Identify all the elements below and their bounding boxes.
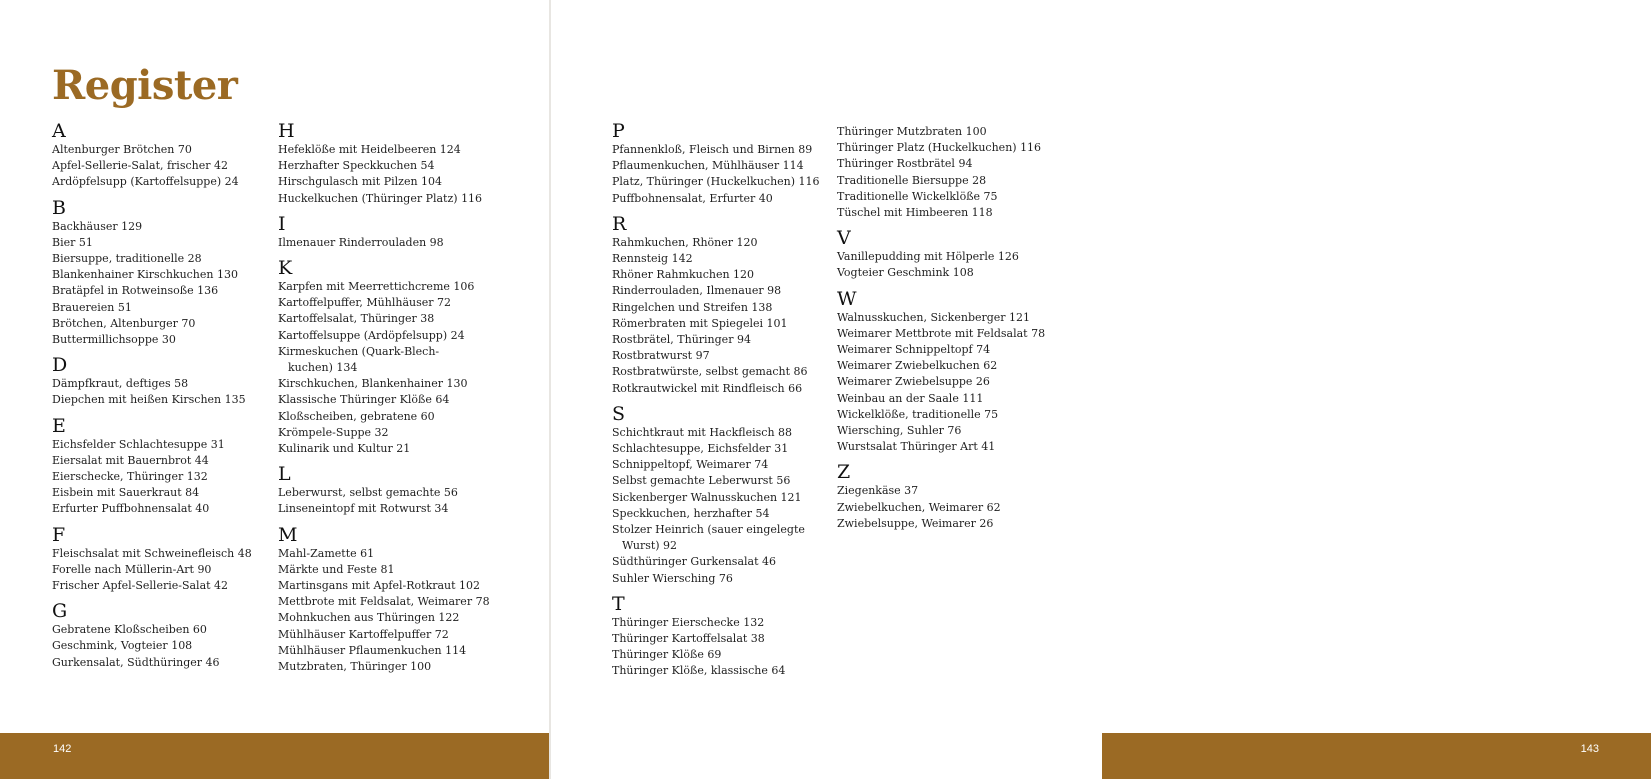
index-entry	[278, 501, 533, 517]
index-entry	[612, 267, 867, 283]
index-section-z	[837, 462, 1092, 532]
index-entry-text: kuchen) 134	[288, 361, 358, 375]
section-letter: D	[52, 354, 68, 377]
index-entry	[52, 437, 307, 453]
index-entry-text: Wurstsalat Thüringer Art 41	[837, 440, 996, 454]
index-entry	[52, 546, 307, 562]
index-column-4	[837, 124, 1092, 539]
index-entry-text: Geschmink, Vogteier 108	[52, 639, 193, 653]
index-entry	[52, 655, 307, 671]
index-section-b	[52, 198, 307, 349]
index-entry-text: Eiersalat mit Bauernbrot 44	[52, 453, 209, 467]
index-entry-text: Erfurter Puffbohnensalat 40	[52, 502, 210, 516]
index-entry	[278, 235, 533, 251]
index-entry-text: Weimarer Zwiebelsuppe 26	[837, 375, 990, 389]
index-entry-text: Platz, Thüringer (Huckelkuchen) 116	[612, 175, 820, 189]
index-entry	[612, 381, 867, 397]
index-entry	[837, 310, 1092, 326]
index-entry-text: Vogteier Geschmink 108	[837, 266, 974, 280]
index-entry-text: Schnippeltopf, Weimarer 74	[612, 458, 769, 472]
index-entry	[52, 158, 307, 174]
section-letter: A	[52, 120, 66, 142]
index-entry-text: Thüringer Eierschecke 132	[612, 615, 765, 629]
index-entry	[278, 174, 533, 190]
index-entry-text: Weinbau an der Saale 111	[837, 391, 984, 405]
index-section-w	[837, 289, 1092, 456]
index-entry	[52, 622, 307, 638]
index-entry-text: Linseneintopf mit Rotwurst 34	[278, 502, 449, 516]
index-entry-text: Thüringer Kartoffelsalat 38	[612, 632, 765, 646]
index-entry-text: Schlachtesuppe, Eichsfelder 31	[612, 442, 789, 456]
index-entry-text: Märkte und Feste 81	[278, 562, 395, 576]
index-entry-text: Krömpele-Suppe 32	[278, 425, 389, 439]
index-entry	[52, 235, 307, 251]
page-number-right: 143	[1580, 743, 1599, 755]
index-entry	[612, 615, 867, 631]
index-entry	[837, 439, 1092, 455]
index-section-m	[278, 525, 533, 676]
section-letter: W	[837, 287, 857, 310]
index-entry-text: Zwiebelkuchen, Weimarer 62	[837, 500, 1001, 514]
index-entry-text: Pfannenkloß, Fleisch und Birnen 89	[612, 143, 813, 156]
page-title: Register	[52, 62, 238, 109]
index-entry-text: Karpfen mit Meerrettichcreme 106	[278, 280, 475, 294]
index-entry-text: Mettbrote mit Feldsalat, Weimarer 78	[278, 595, 490, 609]
index-column-2	[278, 121, 533, 682]
index-entry-text: Wurst) 92	[622, 539, 678, 553]
index-entry	[278, 376, 533, 392]
index-entry	[612, 191, 867, 207]
index-entry	[52, 562, 307, 578]
index-entry	[837, 140, 1092, 156]
index-entry-text: Fleischsalat mit Schweinefleisch 48	[52, 546, 252, 560]
index-entry	[612, 663, 867, 679]
index-entry	[837, 516, 1092, 532]
index-entry	[278, 328, 533, 344]
index-entry	[837, 173, 1092, 189]
index-section-k	[278, 258, 533, 457]
index-section-g	[52, 601, 307, 671]
index-entry-text: Ilmenauer Rinderrouladen 98	[278, 235, 444, 249]
section-letter: E	[52, 414, 66, 437]
index-entry	[278, 562, 533, 578]
index-entry	[612, 283, 867, 299]
index-entry	[837, 265, 1092, 281]
index-entry-text: Pflaumenkuchen, Mühlhäuser 114	[612, 159, 804, 173]
index-entry-text: Eichsfelder Schlachtesuppe 31	[52, 437, 225, 451]
index-entry-text: Weimarer Mettbrote mit Feldsalat 78	[837, 326, 1046, 340]
index-entry-text: Puffbohnensalat, Erfurter 40	[612, 191, 773, 205]
index-entry-text: Rotkrautwickel mit Rindfleisch 66	[612, 381, 803, 395]
index-entry	[52, 376, 307, 392]
index-entry-text: Wiersching, Suhler 76	[837, 424, 962, 438]
index-entry-text: Mahl-Zamette 61	[278, 546, 375, 560]
index-entry-text: Weimarer Schnippeltopf 74	[837, 343, 991, 357]
index-entry-text: Brötchen, Altenburger 70	[52, 316, 196, 330]
index-column-1	[52, 121, 307, 678]
section-letter: S	[612, 402, 626, 425]
index-entry-text: Dämpfkraut, deftiges 58	[52, 377, 189, 391]
index-entry-text: Südthüringer Gurkensalat 46	[612, 555, 777, 569]
index-entry-text: Rhöner Rahmkuchen 120	[612, 268, 755, 282]
index-entry	[278, 191, 533, 207]
index-entry	[612, 506, 867, 522]
index-entry	[837, 156, 1092, 172]
index-entry-text: Mühlhäuser Pflaumenkuchen 114	[278, 643, 467, 657]
page-number-left: 142	[53, 743, 72, 755]
footer-bar-left	[0, 733, 549, 779]
index-entry-text: Suhler Wiersching 76	[612, 571, 733, 585]
index-entry-text: Ziegenkäse 37	[837, 484, 919, 498]
index-entry	[278, 485, 533, 501]
index-entry-text: Kartoffelsuppe (Ardöpfelsupp) 24	[278, 328, 465, 342]
index-section-f	[52, 525, 307, 595]
index-entry-text: Kloßscheiben, gebratene 60	[278, 409, 435, 423]
index-entry-text: Backhäuser 129	[52, 219, 143, 233]
left-page	[0, 0, 549, 779]
index-entry	[837, 124, 1092, 140]
index-entry-text: Diepchen mit heißen Kirschen 135	[52, 393, 246, 407]
index-entry-text: Rahmkuchen, Rhöner 120	[612, 235, 758, 249]
index-entry	[837, 205, 1092, 221]
index-entry	[612, 490, 867, 506]
index-entry	[278, 158, 533, 174]
index-entry-text: Bratäpfel in Rotweinsoße 136	[52, 284, 219, 298]
section-letter: B	[52, 196, 66, 219]
index-entry	[278, 295, 533, 311]
index-entry-text: Speckkuchen, herzhafter 54	[612, 506, 770, 520]
index-entry-text: Hefeklöße mit Heidelbeeren 124	[278, 143, 461, 156]
index-entry-text: Ardöpfelsupp (Kartoffelsuppe) 24	[52, 175, 239, 189]
index-section-v	[837, 228, 1092, 281]
index-entry-text: Traditionelle Biersuppe 28	[837, 173, 987, 187]
index-entry-text: Zwiebelsuppe, Weimarer 26	[837, 516, 994, 530]
section-letter: M	[278, 523, 298, 546]
index-entry	[278, 578, 533, 594]
index-entry-text: Kartoffelpuffer, Mühlhäuser 72	[278, 296, 451, 310]
index-entry-text: Sickenberger Walnusskuchen 121	[612, 490, 802, 504]
index-entry	[612, 647, 867, 663]
index-entry-text: Rostbratwürste, selbst gemacht 86	[612, 365, 808, 379]
index-entry	[612, 158, 867, 174]
index-entry-text: Eierschecke, Thüringer 132	[52, 470, 208, 484]
index-entry-text: Bier 51	[52, 235, 93, 249]
index-entry-text: Apfel-Sellerie-Salat, frischer 42	[52, 159, 228, 173]
index-entry	[52, 469, 307, 485]
index-entry	[52, 453, 307, 469]
index-section-l	[278, 464, 533, 517]
index-entry	[52, 638, 307, 654]
index-entry	[52, 392, 307, 408]
index-entry	[612, 571, 867, 587]
section-letter: I	[278, 212, 286, 235]
index-entry	[837, 249, 1092, 265]
index-entry-text: Ringelchen und Streifen 138	[612, 300, 773, 314]
section-letter: G	[52, 600, 68, 623]
index-entry-text: Rinderrouladen, Ilmenauer 98	[612, 284, 782, 298]
index-entry	[837, 391, 1092, 407]
index-entry-text: Rostbratwurst 97	[612, 349, 710, 363]
index-entry	[612, 441, 867, 457]
section-letter: H	[278, 120, 295, 142]
index-entry-text: Thüringer Rostbrätel 94	[837, 157, 973, 171]
section-letter: T	[612, 592, 625, 615]
index-entry	[612, 332, 867, 348]
index-entry-text: Stolzer Heinrich (sauer eingelegte	[612, 523, 805, 537]
index-entry-text: Wickelklöße, traditionelle 75	[837, 407, 999, 421]
index-entry-text: Leberwurst, selbst gemachte 56	[278, 486, 458, 500]
index-entry-text: Forelle nach Müllerin-Art 90	[52, 562, 212, 576]
index-entry	[837, 500, 1092, 516]
index-entry	[612, 457, 867, 473]
index-section-i	[278, 214, 533, 251]
index-entry	[837, 407, 1092, 423]
index-entry	[612, 631, 867, 647]
index-entry	[612, 174, 867, 190]
index-entry	[278, 344, 533, 360]
index-entry-text: Mutzbraten, Thüringer 100	[278, 660, 432, 674]
index-section-d	[52, 355, 307, 408]
index-entry	[612, 251, 867, 267]
index-entry-text: Brauereien 51	[52, 300, 132, 314]
index-entry	[52, 578, 307, 594]
index-entry	[612, 235, 867, 251]
index-entry	[612, 348, 867, 364]
index-entry	[612, 364, 867, 380]
index-entry	[278, 392, 533, 408]
index-section-continued	[837, 124, 1092, 221]
right-page	[551, 0, 1599, 779]
index-entry-text: Gebratene Kloßscheiben 60	[52, 623, 207, 637]
index-entry	[52, 142, 307, 158]
index-entry	[837, 326, 1092, 342]
index-entry	[278, 659, 533, 675]
index-entry	[278, 360, 533, 376]
index-entry	[837, 483, 1092, 499]
index-entry-text: Rennsteig 142	[612, 252, 693, 266]
index-entry-text: Hirschgulasch mit Pilzen 104	[278, 175, 443, 189]
index-entry-text: Vanillepudding mit Hölperle 126	[837, 250, 1019, 264]
index-entry	[52, 501, 307, 517]
index-entry	[52, 316, 307, 332]
index-entry-text: Blankenhainer Kirschkuchen 130	[52, 268, 238, 282]
index-entry	[278, 409, 533, 425]
index-entry-text: Herzhafter Speckkuchen 54	[278, 159, 435, 173]
index-entry-text: Traditionelle Wickelklöße 75	[837, 189, 998, 203]
index-entry	[52, 251, 307, 267]
index-entry-text: Kulinarik und Kultur 21	[278, 442, 411, 456]
index-entry	[278, 311, 533, 327]
index-entry-text: Gurkensalat, Südthüringer 46	[52, 655, 220, 669]
index-entry	[837, 358, 1092, 374]
index-entry	[612, 522, 867, 538]
index-entry	[612, 300, 867, 316]
index-entry	[278, 279, 533, 295]
index-entry	[612, 473, 867, 489]
index-entry-text: Eisbein mit Sauerkraut 84	[52, 486, 200, 500]
index-entry	[52, 485, 307, 501]
index-entry-text: Kirschkuchen, Blankenhainer 130	[278, 377, 468, 391]
index-entry	[612, 142, 867, 158]
index-entry-text: Frischer Apfel-Sellerie-Salat 42	[52, 579, 229, 593]
footer-bar-right	[1102, 733, 1651, 779]
index-entry-text: Kirmeskuchen (Quark-Blech-	[278, 344, 440, 358]
index-entry	[278, 594, 533, 610]
section-letter: F	[52, 523, 66, 546]
index-entry	[278, 546, 533, 562]
index-entry	[52, 219, 307, 235]
index-entry-text: Kartoffelsalat, Thüringer 38	[278, 312, 435, 326]
section-letter: K	[278, 257, 293, 280]
index-entry-text: Thüringer Mutzbraten 100	[837, 125, 987, 138]
index-entry	[837, 342, 1092, 358]
index-entry	[52, 283, 307, 299]
index-section-r	[612, 214, 867, 397]
index-entry-text: Weimarer Zwiebelkuchen 62	[837, 359, 998, 373]
index-entry-text: Martinsgans mit Apfel-Rotkraut 102	[278, 579, 481, 593]
index-section-t	[612, 594, 867, 680]
index-entry	[52, 332, 307, 348]
index-entry-text: Thüringer Platz (Huckelkuchen) 116	[837, 141, 1042, 155]
index-entry	[612, 316, 867, 332]
index-column-3	[612, 121, 867, 687]
index-entry	[278, 441, 533, 457]
index-entry-text: Buttermillichsoppe 30	[52, 333, 176, 347]
section-letter: Z	[837, 461, 851, 484]
index-entry-text: Römerbraten mit Spiegelei 101	[612, 316, 788, 330]
index-entry	[278, 643, 533, 659]
index-entry-text: Thüringer Klöße, klassische 64	[612, 664, 786, 678]
index-entry	[52, 174, 307, 190]
index-entry-text: Schichtkraut mit Hackfleisch 88	[612, 425, 793, 439]
index-entry-text: Thüringer Klöße 69	[612, 648, 722, 662]
section-letter: V	[837, 227, 851, 250]
section-letter: L	[278, 463, 291, 486]
index-section-a	[52, 121, 307, 191]
index-entry-text: Walnusskuchen, Sickenberger 121	[837, 310, 1031, 324]
index-entry-text: Rostbrätel, Thüringer 94	[612, 333, 751, 347]
section-letter: R	[612, 212, 627, 235]
index-entry	[837, 374, 1092, 390]
index-entry	[837, 189, 1092, 205]
index-section-p	[612, 121, 867, 207]
index-entry	[612, 425, 867, 441]
index-section-h	[278, 121, 533, 207]
index-section-s	[612, 404, 867, 587]
section-letter: P	[612, 120, 625, 142]
index-entry	[52, 267, 307, 283]
index-section-e	[52, 416, 307, 518]
index-entry	[612, 554, 867, 570]
index-entry-text: Altenburger Brötchen 70	[52, 143, 192, 156]
index-entry	[278, 142, 533, 158]
index-entry-text: Tüschel mit Himbeeren 118	[837, 206, 993, 220]
index-entry-text: Mühlhäuser Kartoffelpuffer 72	[278, 627, 449, 641]
index-entry-text: Selbst gemachte Leberwurst 56	[612, 474, 791, 488]
index-entry-text: Mohnkuchen aus Thüringen 122	[278, 611, 460, 625]
index-entry	[612, 538, 867, 554]
index-entry	[52, 300, 307, 316]
index-entry-text: Huckelkuchen (Thüringer Platz) 116	[278, 191, 483, 205]
index-entry-text: Klassische Thüringer Klöße 64	[278, 393, 450, 407]
index-entry	[278, 610, 533, 626]
index-entry	[837, 423, 1092, 439]
index-entry	[278, 425, 533, 441]
index-entry	[278, 627, 533, 643]
index-entry-text: Biersuppe, traditionelle 28	[52, 252, 202, 266]
